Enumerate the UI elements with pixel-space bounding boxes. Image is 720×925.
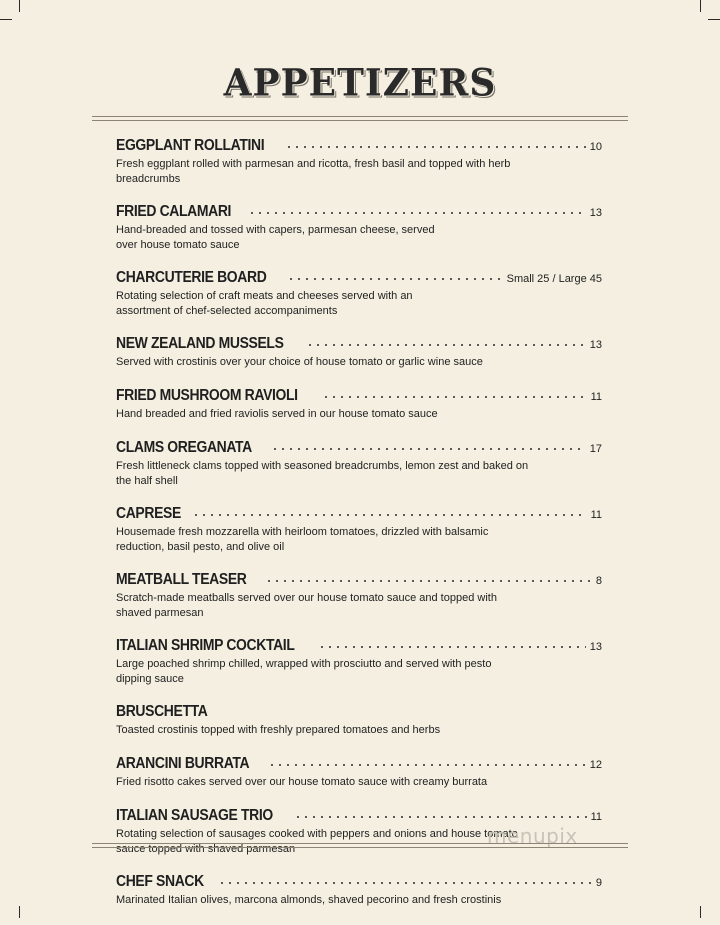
menu-item-header	[116, 505, 602, 525]
crop-mark	[708, 19, 720, 20]
menu-item	[116, 703, 602, 738]
menu-item-description: Hand breaded and fried raviolis served in our house tomato sauce	[116, 408, 438, 420]
menu-item-name: MEATBALL TEASER	[116, 571, 247, 588]
menu-item-name: ARANCINI BURRATA	[116, 755, 250, 772]
menu-item-name: BRUSCHETTA	[116, 703, 208, 720]
menu-item-header	[116, 269, 602, 289]
crop-mark	[19, 0, 20, 12]
menu-item-name: ITALIAN SHRIMP COCKTAIL	[116, 637, 295, 654]
menu-item-price: 12	[589, 759, 602, 771]
menu-item-description: Rotating selection of craft meats and cheeses served with an	[116, 290, 413, 302]
menu-item-header	[116, 387, 602, 407]
divider-bottom	[92, 843, 628, 844]
menu-item-price: 11	[590, 811, 602, 823]
divider-top	[92, 116, 628, 117]
menu-item-price: 11	[590, 509, 602, 521]
menu-item-description: Served with crostinis over your choice of house tomato or garlic wine sauce	[116, 356, 483, 368]
divider-top	[92, 120, 628, 121]
menu-item-description: Hand-breaded and tossed with capers, parmesan cheese, served	[116, 224, 435, 236]
menu-item-header	[116, 703, 602, 723]
menu-item	[116, 637, 602, 687]
menu-item	[116, 439, 602, 489]
menu-item-header	[116, 571, 602, 591]
menu-item	[116, 755, 602, 790]
dot-leader	[192, 512, 586, 518]
menu-item-header	[116, 755, 602, 775]
menu-item-price: 17	[589, 443, 602, 455]
menu-item-price: 13	[589, 339, 602, 351]
crop-mark	[0, 19, 12, 20]
menu-item-price: 10	[589, 141, 602, 153]
menu-item-name: ITALIAN SAUSAGE TRIO	[116, 807, 273, 824]
menu-item-name: CHEF SNACK	[116, 873, 204, 890]
menu-item-name: FRIED MUSHROOM RAVIOLI	[116, 387, 298, 404]
menu-item-name: CAPRESE	[116, 505, 181, 522]
dot-leader	[271, 446, 586, 452]
menu-item-description: reduction, basil pesto, and olive oil	[116, 541, 285, 553]
watermark: menupix	[487, 824, 578, 848]
menu-item-description: breadcrumbs	[116, 173, 181, 185]
dot-leader	[318, 644, 585, 650]
menu-item-description: Toasted crostinis topped with freshly prepared tomatoes and herbs	[116, 724, 441, 736]
dot-leader	[322, 394, 587, 400]
menu-item	[116, 571, 602, 621]
menu-item-header	[116, 335, 602, 355]
menu-item-description: Marinated Italian olives, marcona almonds, shaved pecorino and fresh crostinis	[116, 894, 502, 906]
dot-leader	[287, 276, 502, 282]
menu-item-description: Fresh littleneck clams topped with seasoned breadcrumbs, lemon zest and baked on	[116, 460, 529, 472]
menu-item-description: Fried risotto cakes served over our house tomato sauce with creamy burrata	[116, 776, 488, 788]
dot-leader	[306, 342, 586, 348]
menu-item-description: Scratch-made meatballs served over our house tomato sauce and topped with	[116, 592, 497, 604]
dot-leader	[285, 144, 586, 150]
crop-mark	[700, 906, 701, 918]
divider-bottom	[92, 847, 628, 848]
menu-item-description: shaved parmesan	[116, 607, 204, 619]
menu-item-header	[116, 203, 602, 223]
menu-item-header	[116, 439, 602, 459]
menu-item-description: Large poached shrimp chilled, wrapped with prosciutto and served with pesto	[116, 658, 492, 670]
menu-item-price: Small 25 / Large 45	[506, 273, 602, 285]
dot-leader	[248, 210, 586, 216]
menu-item-name: NEW ZEALAND MUSSELS	[116, 335, 284, 352]
crop-mark	[19, 906, 20, 918]
dot-leader	[294, 814, 586, 820]
menu-item	[116, 335, 602, 370]
menu-item-price: 8	[595, 575, 602, 587]
menu-item-price: 11	[590, 391, 602, 403]
dot-leader	[268, 762, 586, 768]
menu-item	[116, 873, 602, 908]
menu-item-description: the half shell	[116, 475, 178, 487]
menu-item-name: FRIED CALAMARI	[116, 203, 232, 220]
menu-item-description: Fresh eggplant rolled with parmesan and ricotta, fresh basil and topped with herb	[116, 158, 511, 170]
menu-item-name: CLAMS OREGANATA	[116, 439, 252, 456]
menu-item	[116, 387, 602, 422]
menu-item	[116, 269, 602, 319]
menu-item-description: Housemade fresh mozzarella with heirloom tomatoes, drizzled with balsamic	[116, 526, 489, 538]
crop-mark	[700, 0, 701, 12]
section-title: APPETIZERS	[223, 60, 497, 106]
menu-item	[116, 137, 602, 187]
dot-leader	[265, 578, 592, 584]
menu-list	[116, 137, 602, 925]
menu-item	[116, 203, 602, 253]
menu-item-description: over house tomato sauce	[116, 239, 240, 251]
menu-item-price: 13	[589, 207, 602, 219]
menu-item-description: dipping sauce	[116, 673, 184, 685]
menu-item-price: 9	[595, 877, 602, 889]
menu-item-description: assortment of chef-selected accompaniments	[116, 305, 338, 317]
menu-item-name: EGGPLANT ROLLATINI	[116, 137, 265, 154]
menu-item-description: sauce topped with shaved parmesan	[116, 843, 296, 855]
dot-leader	[218, 880, 592, 886]
menu-item-description: Rotating selection of sausages cooked with peppers and onions and house tomato	[116, 828, 518, 840]
menu-item-header	[116, 137, 602, 157]
menu-item-header	[116, 637, 602, 657]
menu-item-header	[116, 873, 602, 893]
menu-item-name: CHARCUTERIE BOARD	[116, 269, 267, 286]
menu-item	[116, 505, 602, 555]
menu-item-price: 13	[589, 641, 602, 653]
